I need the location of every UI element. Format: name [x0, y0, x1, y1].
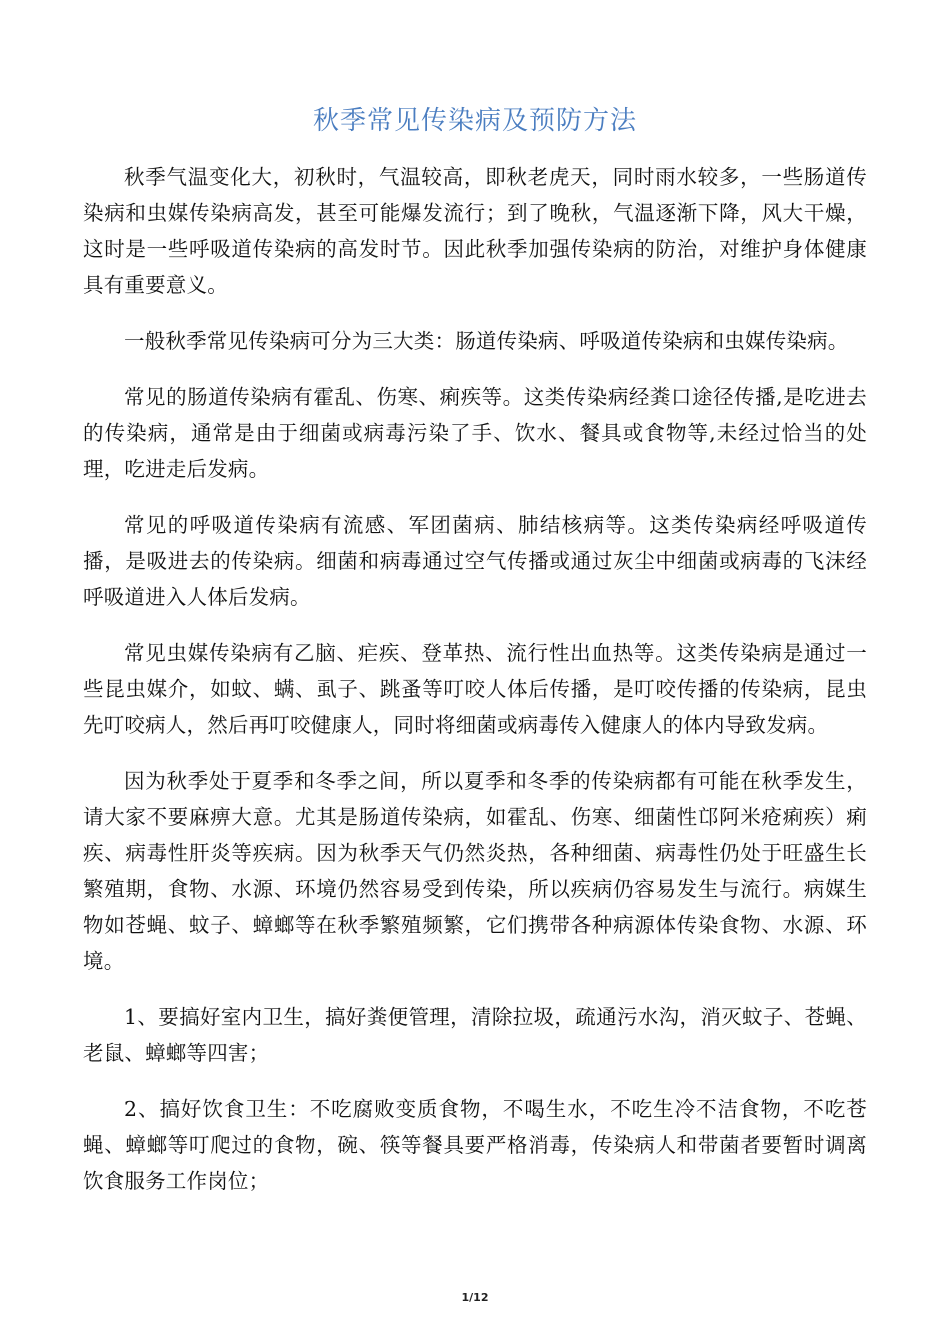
document-body [83, 159, 867, 1219]
paragraph-autumn-risk: 因为秋季处于夏季和冬季之间，所以夏季和冬季的传染病都有可能在秋季发生，请大家不要麻痹大意。尤其是肠道传染病，如霍乱、伤寒、细菌性邙阿米疮痢疾）痢疾、病毒性肝炎等疾病。因为秋季天气仍然炎热，各种细菌、病毒性仍处于旺盛生长繁殖期，食物、水源、环境仍然容易受到传染，所以疾病仍容易发生与流行。病媒生物如苍蝇、蚊子、蟑螂等在秋季繁殖频繁，它们携带各种病源体传染食物、水源、环境。 [83, 769, 867, 973]
paragraph-intestinal: 常见的肠道传染病有霍乱、伤寒、痢疾等。这类传染病经粪口途径传播,是吃进去的传染病，通常是由于细菌或病毒污染了手、饮水、餐具或食物等,未经过恰当的处理，吃进走后发病。 [83, 385, 867, 481]
paragraph-intro: 秋季气温变化大，初秋时，气温较高，即秋老虎天，同时雨水较多，一些肠道传染病和虫媒传染病高发，甚至可能爆发流行；到了晚秋，气温逐渐下降，风大干燥，这时是一些呼吸道传染病的高发时节。因此秋季加强传染病的防治，对维护身体健康具有重要意义。 [83, 165, 867, 297]
paragraph-measure-2: 2、搞好饮食卫生：不吃腐败变质食物，不喝生水，不吃生冷不洁食物，不吃苍蝇、蟑螂等叮爬过的食物，碗、筷等餐具要严格消毒，传染病人和带菌者要暂时调离饮食服务工作岗位； [83, 1097, 867, 1193]
document-title: 秋季常见传染病及预防方法 [312, 106, 637, 136]
paragraph-respiratory: 常见的呼吸道传染病有流感、军团菌病、肺结核病等。这类传染病经呼吸道传播，是吸进去的传染病。细菌和病毒通过空气传播或通过灰尘中细菌或病毒的飞沫经呼吸道进入人体后发病。 [83, 513, 867, 609]
page-number: 1/12 [461, 1291, 489, 1304]
paragraph-categories: 一般秋季常见传染病可分为三大类：肠道传染病、呼吸道传染病和虫媒传染病。 [124, 329, 849, 353]
paragraph-vector-borne: 常见虫媒传染病有乙脑、疟疾、登革热、流行性出血热等。这类传染病是通过一些昆虫媒介，如蚊、螨、虱子、跳蚤等叮咬人体后传播，是叮咬传播的传染病，昆虫先叮咬病人，然后再叮咬健康人，同时将细菌或病毒传入健康人的体内导致发病。 [83, 641, 867, 737]
paragraph-measure-1: 1、要搞好室内卫生，搞好粪便管理，清除拉圾，疏通污水沟，消灭蚊子、苍蝇、老鼠、蟑螂等四害； [83, 1005, 867, 1065]
